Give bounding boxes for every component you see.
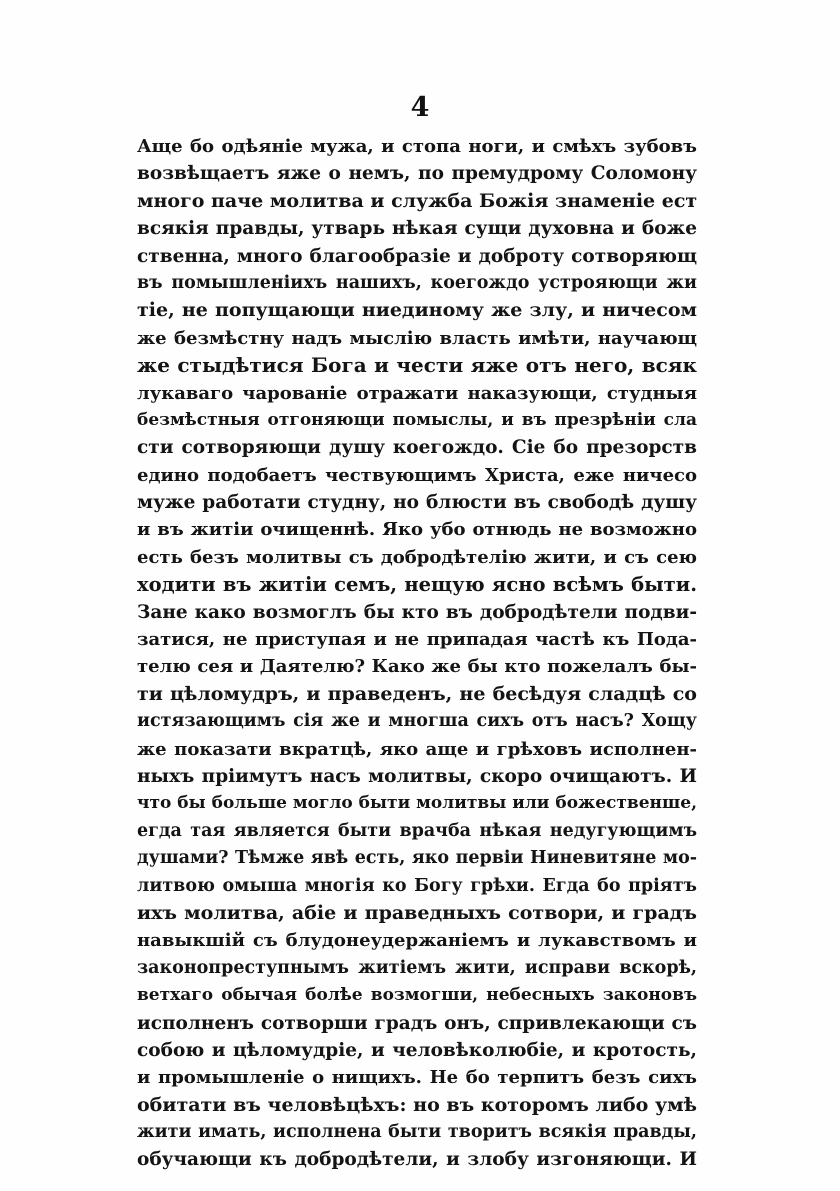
text-line: въ помышленіихъ нашихъ, коегождо устрояющи жи [137,272,697,293]
text-line: всякія правды, утварь нѣкая сущи духовна и боже [137,218,697,240]
text-line: затися, не приступая и не припадая частѣ къ Пода- [137,629,697,651]
text-line: тіе, не попущающи ниединому же злу, и ничесом [137,299,697,322]
page-number: 4 [410,92,430,123]
text-line: ти цѣломудръ, и праведенъ, не бесѣдуя сладцѣ со [137,682,697,705]
text-line: есть безъ молитвы съ добродѣтелію жити, и съ сею [137,546,697,568]
text-line: Аще бо одѣяніе мужа, и стопа ноги, и смѣхъ зубовъ [137,136,697,157]
text-line: лукаваго чарованіе отражати наказующи, студныя [137,382,697,404]
text-line: же безмѣстну надъ мыслію власть имѣти, научающ [137,327,697,349]
text-line: литвою омыша многія ко Богу грѣхи. Егда бо пріятъ [137,875,697,896]
text-line: ственна, много благообразіе и доброту сотворяющ [137,245,697,267]
text-line: и въ житіи очищеннѣ. Яко убо отнюдь не возможно [137,519,697,541]
text-line: ветхаго обычая болѣе возмогши, небесныхъ законовъ [137,985,697,1006]
text-line: муже работати студну, но блюсти въ свободѣ душу [137,492,697,514]
text-line: же показати вкратцѣ, яко аще и грѣховъ исполнен- [137,738,697,760]
text-line: возвѣщаетъ яже о немъ, по премудрому Соломону [137,163,697,185]
text-line: телю сея и Даятелю? Како же бы кто пожелалъ бы- [137,656,697,678]
text-line: собою и цѣломудріе, и человѣколюбіе, и кротость, [137,1039,697,1061]
body-text [137,133,697,1174]
text-line: едино подобаетъ чествующимъ Христа, еже ничесо [137,464,697,486]
text-line: жити имать, исполнена быти творитъ всякія правды, [137,1122,697,1143]
text-line: обучающи къ добродѣтели, и злобу изгоняющи. И [137,1149,697,1171]
text-line: егда тая является быти врачба нѣкая недугующимъ [137,820,697,841]
text-line: Зане како возмоглъ бы кто въ добродѣтели подви- [137,601,697,623]
text-line: исполненъ сотворши градъ онъ, спривлекающи съ [137,1012,697,1034]
text-line: ихъ молитва, абіе и праведныхъ сотвори, и градъ [137,901,697,924]
text-line: безмѣстныя отгоняющи помыслы, и въ презрѣніи сла [137,409,697,430]
text-line: что бы больше могло быти молитвы или божественше, [137,793,697,814]
text-line: сти сотворяющи душу коегождо. Сіе бо презорств [137,437,697,459]
text-line: душами? Тѣмже явѣ есть, яко первіи Ниневитяне мо- [137,848,697,869]
text-line: обитати въ человѣцѣхъ: но въ которомъ либо умѣ [137,1093,697,1116]
text-line: истязающимъ сія же и многша сихъ отъ насъ? Хощу [137,711,697,732]
text-line: ныхъ пріимутъ насъ молитвы, скоро очищаютъ. И [137,765,697,787]
text-line: и промышленіе о нищихъ. Не бо терпитъ безъ сихъ [137,1067,697,1089]
text-line: ходити въ житіи семъ, нещую ясно всѣмъ быти. [137,573,697,597]
text-line: же стыдѣтися Бога и чести яже отъ него, всяк [137,353,697,378]
text-line: много паче молитва и служба Божія знаменіе ест [137,189,697,212]
text-line: законопреступнымъ житіемъ жити, исправи вскорѣ, [137,957,697,978]
text-line: навыкшій съ блудонеудержаніемъ и лукавствомъ и [137,930,697,952]
